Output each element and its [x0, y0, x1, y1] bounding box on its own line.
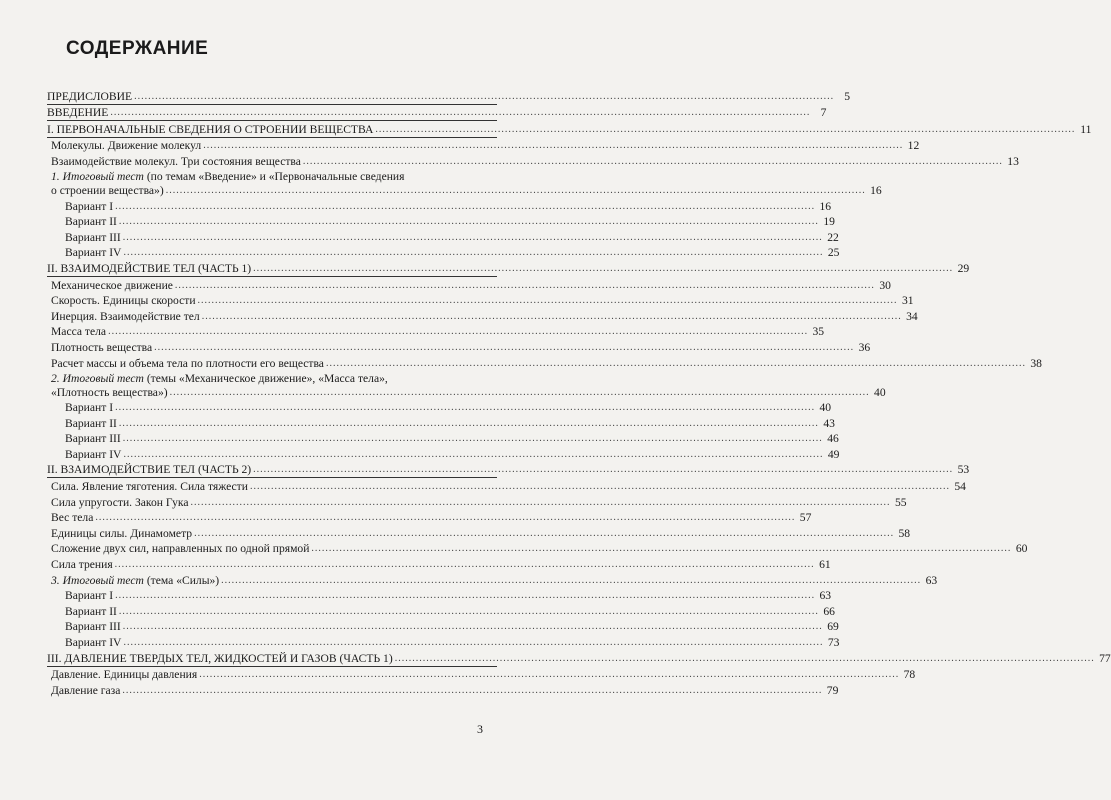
toc-page-number: 12: [907, 139, 920, 153]
toc-page-number: 61: [819, 558, 831, 572]
toc-entry-text: Масса тела: [51, 325, 107, 339]
toc-variant-entry: [47, 400, 832, 416]
toc-entry-text: Сила упругости. Закон Гука: [51, 495, 189, 509]
dot-leader: ........................................................................................................................................................................................................: [199, 669, 900, 681]
toc-entry-text: Вариант III: [65, 432, 121, 446]
toc-page-number: 79: [826, 683, 839, 697]
toc-entry: [47, 169, 882, 198]
dot-leader: ........................................................................................................................................................................................................: [110, 107, 811, 119]
toc-entry: [47, 138, 920, 154]
toc-variant-entry: [47, 245, 840, 261]
toc-entry-text: Давление. Единицы давления: [51, 668, 198, 682]
toc-entry: [47, 667, 916, 683]
toc-entry-lead: 1. Итоговый тест: [51, 169, 144, 183]
toc-entry-text: Сила. Явление тяготения. Сила тяжести: [51, 480, 248, 494]
toc-variant-entry: [47, 603, 835, 619]
dot-leader: ........................................................................................................................................................................................................: [253, 464, 954, 476]
dot-leader: ........................................................................................................................................................................................................: [190, 496, 891, 508]
dot-leader: ........................................................................................................................................................................................................: [201, 310, 902, 322]
toc-page-number: 57: [799, 511, 812, 525]
toc-entry-text: Вариант I: [65, 589, 114, 603]
dot-leader: ........................................................................................................................................................................................................: [122, 684, 823, 696]
toc-page-number: 35: [812, 325, 825, 339]
toc-page-number: 53: [957, 463, 970, 477]
toc-variant-entry: [47, 214, 835, 230]
table-of-contents: [47, 88, 1111, 698]
dot-leader: ........................................................................................................................................................................................................: [114, 559, 815, 571]
toc-variant-entry: [47, 446, 840, 462]
toc-section-title: II. ВЗАИМОДЕЙСТВИЕ ТЕЛ (ЧАСТЬ 2): [47, 463, 252, 477]
dot-leader: ........................................................................................................................................................................................................: [95, 512, 796, 524]
toc-entry-text: Плотность вещества: [51, 340, 153, 354]
toc-entry-text: Сила трения: [51, 558, 113, 572]
toc-entry: [47, 541, 1028, 557]
toc-page-number: 19: [823, 215, 835, 229]
toc-entry: [47, 355, 1042, 371]
toc-entry-lead: 3. Итоговый тест: [51, 573, 144, 587]
toc-entry-text: (темы «Механическое движение», «Масса тела»,: [143, 371, 388, 385]
toc-entry-text: Механическое движение: [51, 278, 173, 292]
toc-entry: [47, 572, 938, 588]
toc-variant-entry: [47, 588, 832, 604]
toc-variant-entry: [47, 415, 835, 431]
toc-entry-text: Вариант II: [65, 604, 117, 618]
toc-page-number: 43: [823, 416, 835, 430]
toc-entry-text: Вес тела: [51, 511, 94, 525]
toc-page-number: 40: [874, 385, 886, 399]
dot-leader: ........................................................................................................................................................................................................: [118, 216, 819, 228]
toc-page-number: 25: [827, 246, 840, 260]
toc-page-number: 5: [844, 89, 851, 103]
page-number: 3: [477, 722, 483, 736]
toc-entry-text: Расчет массы и объема тела по плотности его вещества: [51, 356, 324, 370]
toc-entry-text: Единицы силы. Динамометр: [51, 526, 193, 540]
dot-leader: ........................................................................................................................................................................................................: [118, 605, 819, 617]
toc-entry-text: Вариант I: [65, 401, 114, 415]
toc-section-entry: [47, 88, 851, 105]
toc-section-entry: [47, 650, 1111, 667]
toc-entry-text: Вариант III: [65, 620, 121, 634]
dot-leader: ........................................................................................................................................................................................................: [174, 279, 875, 291]
dot-leader: ........................................................................................................................................................................................................: [154, 341, 855, 353]
toc-page-number: 16: [819, 199, 832, 213]
toc-entry-text: Давление газа: [51, 683, 121, 697]
toc-entry: [47, 510, 812, 526]
toc-page-number: 31: [901, 294, 914, 308]
dot-leader: ........................................................................................................................................................................................................: [123, 637, 824, 648]
dot-leader: ........................................................................................................................................................................................................: [165, 184, 866, 196]
toc-entry-text: Вариант IV: [65, 246, 122, 260]
toc-variant-entry: [47, 431, 839, 447]
toc-entry-text-continued: «Плотность вещества»): [51, 385, 168, 399]
dot-leader: ........................................................................................................................................................................................................: [123, 247, 824, 259]
toc-entry-text: Скорость. Единицы скорости: [51, 294, 196, 308]
toc-page-number: 63: [925, 573, 938, 587]
toc-page-number: 66: [823, 604, 835, 618]
toc-entry: [47, 153, 1019, 169]
toc-entry-lead: 2. Итоговый тест: [51, 371, 144, 385]
dot-leader: ........................................................................................................................................................................................................: [194, 527, 895, 539]
toc-entry: [47, 494, 907, 510]
dot-leader: ........................................................................................................................................................................................................: [197, 295, 898, 307]
toc-entry: [47, 478, 966, 494]
toc-entry: [47, 525, 911, 541]
dot-leader: ........................................................................................................................................................................................................: [221, 574, 922, 586]
dot-leader: ........................................................................................................................................................................................................: [169, 386, 870, 398]
dot-leader: ........................................................................................................................................................................................................: [375, 123, 1076, 135]
dot-leader: ........................................................................................................................................................................................................: [123, 448, 824, 460]
toc-page-number: 34: [906, 309, 918, 323]
toc-page-number: 60: [1015, 542, 1028, 556]
toc-page-number: 78: [903, 668, 916, 682]
toc-page-number: 7: [820, 106, 827, 120]
toc-variant-entry: [47, 634, 840, 650]
toc-section-entry: [47, 462, 970, 479]
toc-section-title: ПРЕДИСЛОВИЕ: [47, 89, 133, 103]
toc-entry-text: Молекулы. Движение молекул: [51, 139, 202, 153]
toc-entry-text: Инерция. Взаимодействие тел: [51, 309, 200, 323]
toc-section-entry: [47, 105, 827, 122]
dot-leader: ........................................................................................................................................................................................................: [394, 652, 1095, 664]
toc-variant-entry: [47, 619, 839, 635]
toc-page-number: 22: [827, 230, 839, 244]
toc-section-title: ВВЕДЕНИЕ: [47, 106, 109, 120]
dot-leader: ........................................................................................................................................................................................................: [134, 90, 835, 102]
dot-leader: ........................................................................................................................................................................................................: [115, 590, 816, 602]
toc-page-number: 73: [827, 636, 840, 649]
toc-page-number: 29: [957, 261, 970, 275]
toc-entry-text: Вариант I: [65, 199, 114, 213]
toc-page-number: 13: [1007, 154, 1019, 168]
toc-section-title: III. ДАВЛЕНИЕ ТВЕРДЫХ ТЕЛ, ЖИДКОСТЕЙ И ГАЗОВ (ЧАСТЬ 1): [47, 651, 393, 665]
toc-page-number: 46: [827, 432, 839, 446]
toc-entry-text-continued: о строении вещества»): [51, 183, 164, 197]
toc-entry-rest: (тема «Силы»): [143, 573, 220, 587]
toc-page-number: 58: [898, 526, 911, 540]
toc-entry-text: Вариант II: [65, 215, 117, 229]
dot-leader: ........................................................................................................................................................................................................: [115, 402, 816, 414]
toc-entry-text: Взаимодействие молекул. Три состояния вещества: [51, 154, 301, 168]
dot-leader: ........................................................................................................................................................................................................: [118, 417, 819, 429]
dot-leader: ........................................................................................................................................................................................................: [311, 543, 1012, 555]
toc-page-number: 16: [870, 183, 882, 197]
dot-leader: ........................................................................................................................................................................................................: [253, 262, 954, 274]
page-title: СОДЕРЖАНИЕ: [66, 38, 209, 59]
toc-entry-text: Вариант III: [65, 230, 121, 244]
toc-page-number: 55: [894, 495, 907, 509]
toc-page-number: 30: [879, 278, 891, 292]
dot-leader: ........................................................................................................................................................................................................: [115, 200, 816, 212]
toc-section-title: I. ПЕРВОНАЧАЛЬНЫЕ СВЕДЕНИЯ О СТРОЕНИИ ВЕЩЕСТВА: [47, 122, 374, 136]
toc-page-number: 63: [819, 589, 832, 603]
toc-page-number: 77: [1099, 651, 1111, 665]
toc-entry-text: [51, 574, 219, 588]
dot-leader: ........................................................................................................................................................................................................: [122, 433, 823, 445]
toc-entry: [47, 324, 825, 340]
toc-page-number: 54: [954, 480, 966, 494]
toc-section-entry: [47, 260, 970, 277]
toc-page-number: 49: [827, 447, 840, 461]
toc-page-number: 11: [1080, 122, 1092, 136]
dot-leader: ........................................................................................................................................................................................................: [122, 621, 823, 633]
toc-page-number: 69: [827, 620, 839, 634]
toc-section-title: II. ВЗАИМОДЕЙСТВИЕ ТЕЛ (ЧАСТЬ 1): [47, 261, 252, 275]
toc-entry: [47, 277, 891, 293]
toc-entry-text: Вариант IV: [65, 636, 122, 649]
dot-leader: ........................................................................................................................................................................................................: [325, 357, 1026, 369]
toc-entry: [47, 339, 871, 355]
toc-entry: [47, 556, 831, 572]
toc-variant-entry: [47, 198, 832, 214]
toc-page-number: 40: [819, 401, 832, 415]
dot-leader: ........................................................................................................................................................................................................: [108, 326, 809, 338]
toc-entry: [47, 682, 839, 698]
toc-page-number: 38: [1030, 356, 1042, 370]
toc-entry-text: Сложение двух сил, направленных по одной прямой: [51, 542, 310, 556]
dot-leader: ........................................................................................................................................................................................................: [122, 231, 823, 243]
toc-section-entry: [47, 121, 1092, 138]
dot-leader: ........................................................................................................................................................................................................: [302, 155, 1003, 167]
dot-leader: ........................................................................................................................................................................................................: [203, 140, 904, 152]
dot-leader: ........................................................................................................................................................................................................: [249, 481, 950, 493]
toc-entry: [47, 371, 886, 400]
toc-entry: [47, 293, 914, 309]
toc-entry-text: Вариант II: [65, 416, 117, 430]
toc-variant-entry: [47, 229, 839, 245]
toc-entry-text: Вариант IV: [65, 447, 122, 461]
toc-entry-text: (по темам «Введение» и «Первоначальные сведения: [143, 169, 405, 183]
toc-entry: [47, 308, 918, 324]
toc-page-number: 36: [858, 340, 871, 354]
